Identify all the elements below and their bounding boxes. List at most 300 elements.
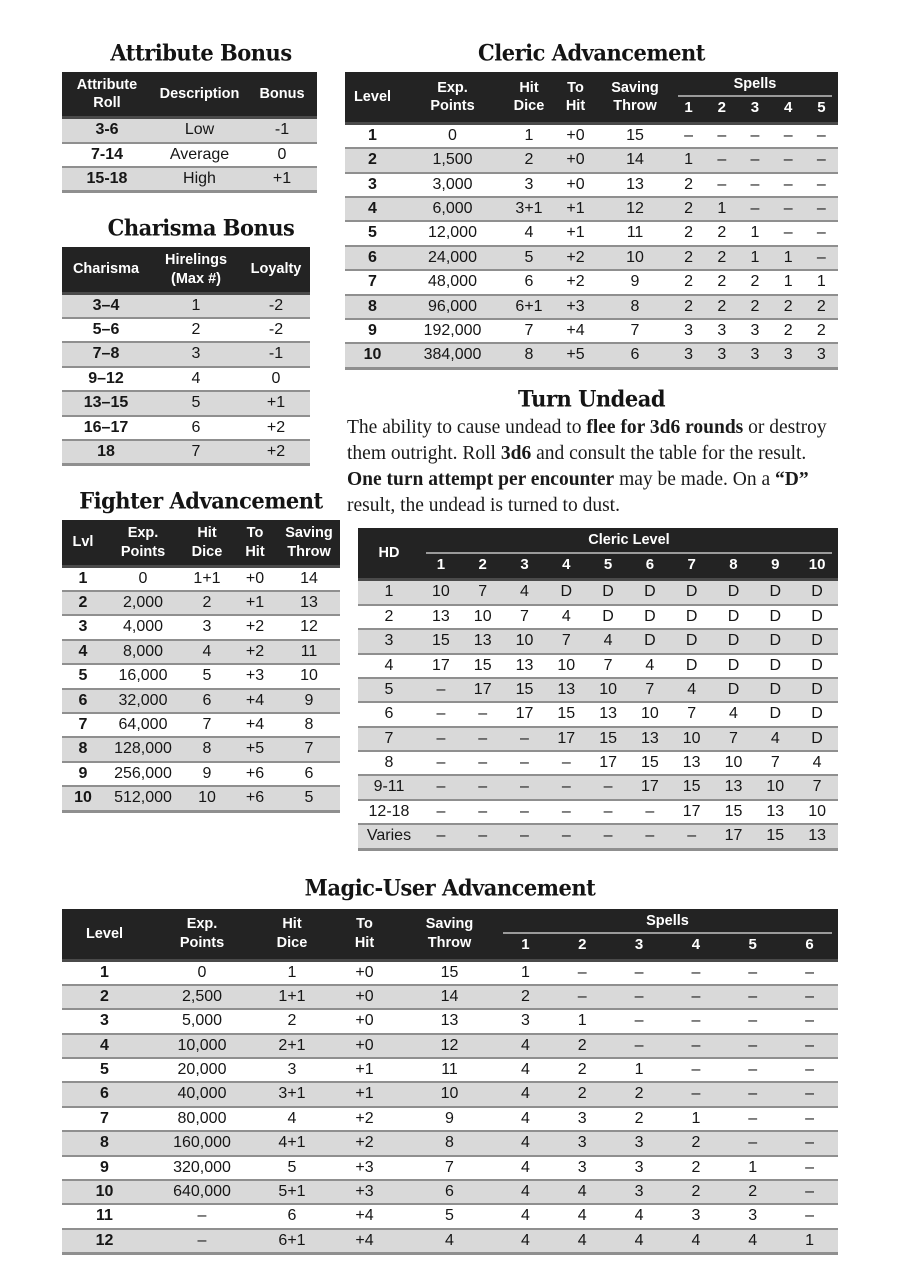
- table-cell: +1: [245, 594, 265, 612]
- table-cell: 2: [750, 297, 760, 315]
- table-cell: +0: [355, 987, 374, 1005]
- table-cell: 4: [729, 705, 738, 723]
- text-segment: “D”: [775, 468, 809, 490]
- table-cell: 4: [524, 224, 534, 242]
- table-cell: 3: [577, 1109, 587, 1127]
- table-cell: 5+1: [278, 1183, 306, 1201]
- header-cell: Charisma: [62, 247, 150, 293]
- table-cell: 4: [520, 1036, 530, 1054]
- table-cell: 15-18: [86, 170, 128, 188]
- table-cell: 4: [748, 1231, 758, 1249]
- table-cell: 0: [197, 963, 207, 981]
- header-subcell: 8: [713, 554, 755, 580]
- table-cell: 13: [766, 802, 785, 820]
- header-cell: To Hit: [232, 520, 278, 566]
- table-cell: 8: [445, 1134, 454, 1152]
- table-cell: 17: [432, 656, 450, 674]
- table-cell: 4: [577, 1231, 587, 1249]
- fighter-advancement-table: [62, 520, 340, 812]
- table-cell: 4: [645, 656, 655, 674]
- header-group-label: Spells: [678, 75, 832, 97]
- table-cell: 384,000: [423, 346, 482, 364]
- table-cell: 13: [300, 594, 318, 612]
- table-cell: 7: [100, 1109, 109, 1127]
- table-cell: 7: [191, 443, 201, 461]
- table-cell: 13: [440, 1012, 459, 1030]
- table-cell: 4: [520, 583, 529, 601]
- table-cell: 11: [626, 224, 644, 242]
- table-cell: -1: [274, 121, 290, 139]
- table-row: [62, 342, 310, 366]
- table-cell: +2: [245, 642, 265, 660]
- table-row: [62, 367, 310, 391]
- table-cell: 15: [682, 778, 701, 796]
- table-cell: –: [748, 1012, 758, 1030]
- table-cell: 3: [750, 322, 760, 339]
- table-cell: 2: [783, 297, 793, 315]
- header-cell: HD: [358, 528, 420, 579]
- table-cell: –: [750, 151, 760, 169]
- table-row: [62, 591, 340, 615]
- table-cell: 2: [577, 1036, 587, 1054]
- header-cell: Saving Throw: [402, 909, 497, 960]
- table-cell: D: [685, 656, 698, 674]
- table-cell: 7–8: [92, 345, 120, 363]
- table-cell: 13: [432, 607, 450, 625]
- table-cell: 1: [684, 151, 694, 169]
- table-cell: 13: [724, 778, 743, 796]
- header-cell: Hirelings (Max #): [150, 247, 242, 293]
- header-subcell: 7: [671, 554, 713, 580]
- table-cell: 320,000: [173, 1158, 231, 1176]
- table-cell: +4: [355, 1231, 374, 1249]
- table-cell: D: [811, 705, 823, 723]
- table-cell: +2: [245, 618, 265, 636]
- table-cell: D: [811, 632, 823, 650]
- table-cell: 2: [78, 594, 88, 612]
- table-cell: 2: [191, 321, 201, 339]
- table-cell: +0: [355, 963, 374, 981]
- header-cell: Bonus: [247, 72, 317, 118]
- table-row: [62, 762, 340, 786]
- table-cell: D: [769, 632, 782, 650]
- table-cell: –: [634, 1012, 644, 1030]
- table-cell: 0: [448, 126, 457, 144]
- table-cell: 15: [432, 632, 450, 650]
- table-cell: 1: [717, 200, 727, 218]
- table-cell: D: [560, 583, 573, 601]
- table-cell: –: [561, 754, 571, 772]
- table-cell: 2: [684, 200, 694, 218]
- table-cell: D: [727, 607, 740, 625]
- table-cell: 11: [96, 1207, 113, 1225]
- table-cell: 11: [300, 642, 318, 660]
- table-row: [62, 640, 340, 664]
- table-cell: D: [769, 680, 782, 698]
- table-cell: 4: [384, 656, 394, 674]
- table-cell: 4: [520, 1109, 530, 1127]
- header-subcell: 9: [754, 554, 796, 580]
- table-cell: –: [783, 224, 793, 242]
- table-row: [345, 123, 838, 148]
- table-row: [358, 775, 838, 799]
- table-cell: +0: [355, 1036, 374, 1054]
- table-cell: +5: [245, 740, 265, 758]
- table-cell: 3: [717, 322, 727, 339]
- table-cell: +2: [355, 1109, 374, 1127]
- header-subcell: 2: [462, 554, 504, 580]
- header-cell: Loyalty: [242, 247, 310, 293]
- table-cell: 7: [603, 656, 613, 674]
- table-cell: 3: [634, 1158, 644, 1176]
- table-cell: 5: [445, 1207, 454, 1225]
- magic-user-section: [62, 875, 838, 1256]
- table-cell: 13: [557, 680, 576, 698]
- table-cell: 14: [440, 987, 459, 1005]
- left-column: [62, 40, 340, 851]
- table-cell: 13: [599, 705, 617, 723]
- table-cell: 8: [202, 740, 212, 758]
- table-cell: 4: [445, 1231, 454, 1249]
- table-cell: –: [816, 151, 826, 169]
- header-group-cell: [420, 528, 838, 553]
- table-cell: –: [520, 729, 529, 747]
- table-cell: –: [436, 705, 446, 723]
- table-cell: 2: [684, 224, 694, 242]
- header-cell: Exp. Points: [147, 909, 257, 960]
- table-cell: +1: [266, 394, 286, 412]
- table-cell: 3: [202, 618, 212, 636]
- table-cell: –: [717, 151, 727, 169]
- table-cell: 7: [520, 607, 529, 625]
- header-cell: Hit Dice: [182, 520, 232, 566]
- header-subcell: 6: [781, 934, 838, 960]
- table-cell: 6: [304, 764, 314, 782]
- table-cell: 4: [577, 1183, 587, 1201]
- table-cell: 1: [287, 963, 297, 981]
- table-cell: 10: [198, 789, 216, 807]
- table-cell: 9-11: [373, 778, 405, 796]
- table-cell: –: [197, 1231, 207, 1249]
- table-cell: D: [727, 656, 740, 674]
- table-cell: 2: [816, 322, 826, 339]
- header-cell: Level: [62, 909, 147, 960]
- table-cell: 96,000: [428, 297, 477, 315]
- table-cell: 9: [630, 273, 640, 291]
- table-cell: –: [805, 987, 815, 1005]
- table-cell: 1: [750, 248, 760, 266]
- table-cell: –: [750, 200, 760, 218]
- table-cell: 7: [78, 716, 88, 733]
- table-cell: +5: [566, 346, 585, 364]
- header-cell: Exp. Points: [104, 520, 182, 566]
- header-cell: Lvl: [62, 520, 104, 566]
- table-row: [62, 1131, 838, 1155]
- table-cell: 10: [682, 729, 701, 747]
- table-cell: –: [816, 224, 826, 242]
- table-cell: 6: [524, 273, 534, 291]
- table-cell: +2: [566, 248, 585, 266]
- header-group-label: Spells: [503, 912, 832, 934]
- table-cell: D: [811, 583, 823, 601]
- table-cell: 17: [515, 705, 534, 723]
- header-cell: To Hit: [553, 72, 598, 123]
- table-cell: 7: [478, 583, 488, 601]
- table-cell: 6: [630, 346, 640, 364]
- table-cell: 1: [750, 224, 760, 242]
- table-cell: 15: [440, 963, 459, 981]
- table-cell: –: [645, 827, 655, 845]
- table-cell: 10: [473, 607, 492, 625]
- table-cell: 8: [524, 346, 534, 364]
- table-cell: +0: [566, 151, 585, 169]
- table-row: [358, 654, 838, 678]
- table-cell: 512,000: [114, 789, 172, 807]
- table-row: [345, 295, 838, 319]
- header-subcell: 4: [545, 554, 587, 580]
- table-cell: 5: [202, 667, 212, 685]
- table-row: [345, 343, 838, 368]
- table-cell: 2: [691, 1158, 701, 1176]
- table-cell: +0: [566, 126, 585, 144]
- table-cell: 5: [287, 1158, 297, 1176]
- table-cell: +0: [245, 569, 265, 587]
- table-cell: 12,000: [428, 224, 477, 242]
- table-cell: 7: [729, 729, 738, 747]
- table-cell: 15: [599, 729, 617, 747]
- table-cell: –: [691, 1061, 701, 1079]
- table-cell: 17: [557, 729, 576, 747]
- table-cell: 4,000: [122, 618, 164, 636]
- table-cell: –: [691, 1036, 701, 1054]
- header-subcell: 3: [738, 97, 771, 123]
- table-cell: –: [634, 1036, 644, 1054]
- table-row: [62, 1204, 838, 1228]
- table-cell: –: [750, 175, 760, 193]
- table-cell: 1: [783, 273, 793, 291]
- table-cell: 7: [384, 729, 394, 747]
- table-cell: 1: [577, 1012, 587, 1030]
- table-cell: –: [478, 778, 488, 796]
- table-row: [62, 1009, 838, 1033]
- table-cell: 4+1: [278, 1134, 306, 1152]
- turn-undead-table: [358, 528, 838, 850]
- table-cell: 2: [577, 1061, 587, 1079]
- table-cell: 10: [599, 680, 617, 698]
- table-cell: 80,000: [177, 1109, 227, 1127]
- table-row: [345, 173, 838, 197]
- table-cell: +3: [245, 667, 265, 685]
- header-subcell: 1: [420, 554, 462, 580]
- header-subcell: 5: [587, 554, 629, 580]
- table-cell: D: [685, 607, 698, 625]
- table-cell: –: [197, 1207, 207, 1225]
- table-cell: 4: [100, 1036, 109, 1054]
- table-cell: 15: [515, 680, 534, 698]
- table-cell: 7: [524, 322, 534, 339]
- table-cell: 9: [100, 1158, 109, 1176]
- table-cell: 4: [812, 754, 822, 772]
- table-cell: –: [816, 175, 826, 193]
- table-row: [62, 1058, 838, 1082]
- header-subcell: 3: [504, 554, 546, 580]
- magic-user-advancement-table: [62, 909, 838, 1256]
- table-cell: +2: [266, 418, 286, 436]
- table-row: [62, 391, 310, 415]
- table-cell: –: [816, 200, 826, 218]
- table-cell: –: [783, 175, 793, 193]
- table-cell: 6: [202, 691, 212, 709]
- table-cell: –: [783, 151, 793, 169]
- table-cell: 10: [626, 248, 644, 266]
- table-cell: +1: [355, 1061, 374, 1079]
- table-cell: 6: [445, 1183, 454, 1201]
- table-row: [62, 786, 340, 811]
- table-cell: –: [520, 802, 529, 820]
- table-cell: 3: [520, 1012, 530, 1030]
- table-cell: 7: [202, 716, 212, 733]
- table-row: [345, 197, 838, 221]
- table-cell: –: [520, 754, 529, 772]
- table-cell: 1: [368, 126, 377, 144]
- table-cell: 3–4: [92, 296, 120, 314]
- table-cell: 10: [440, 1085, 459, 1103]
- table-cell: –: [478, 754, 488, 772]
- table-row: [62, 960, 838, 985]
- table-cell: 10: [724, 754, 743, 772]
- table-cell: –: [577, 963, 587, 981]
- table-cell: 13: [515, 656, 534, 674]
- table-cell: 13–15: [83, 394, 129, 412]
- table-cell: 256,000: [114, 764, 172, 782]
- table-cell: 7: [687, 705, 697, 723]
- table-cell: 160,000: [173, 1134, 231, 1152]
- table-cell: 13: [626, 175, 644, 193]
- table-cell: 12-18: [368, 802, 410, 820]
- text-segment: or destroy them outright. Roll: [347, 416, 827, 464]
- table-cell: 12: [440, 1036, 459, 1054]
- table-cell: 5,000: [181, 1012, 223, 1030]
- table-cell: +4: [245, 716, 265, 733]
- table-cell: 10: [515, 632, 534, 650]
- table-cell: 17: [599, 754, 617, 772]
- table-cell: 13: [640, 729, 659, 747]
- cleric-advancement-title: Cleric Advancement: [478, 39, 705, 66]
- table-cell: –: [805, 1134, 815, 1152]
- table-cell: +0: [355, 1012, 374, 1030]
- table-cell: 64,000: [118, 716, 168, 733]
- table-row: [358, 605, 838, 629]
- table-cell: 3: [717, 346, 727, 364]
- table-cell: +6: [245, 789, 265, 807]
- table-cell: 17: [473, 680, 492, 698]
- table-cell: 2: [750, 273, 760, 291]
- charisma-bonus-table: [62, 247, 310, 466]
- table-cell: 3: [748, 1207, 758, 1225]
- table-cell: 7: [812, 778, 822, 796]
- table-row: [62, 167, 317, 192]
- table-cell: 4: [770, 729, 780, 747]
- table-cell: 1: [520, 963, 530, 981]
- table-cell: 10: [300, 667, 318, 685]
- header-cell: Description: [152, 72, 247, 118]
- table-cell: D: [811, 656, 823, 674]
- table-cell: 7: [630, 322, 640, 339]
- table-row: [62, 293, 310, 318]
- table-cell: 4: [520, 1183, 530, 1201]
- table-cell: 3: [691, 1207, 701, 1225]
- right-column: [345, 40, 838, 851]
- table-cell: –: [748, 1085, 758, 1103]
- table-cell: 2: [717, 297, 727, 315]
- table-row: [345, 246, 838, 270]
- table-cell: –: [436, 827, 446, 845]
- table-row: [62, 118, 317, 143]
- table-cell: –: [805, 1158, 815, 1176]
- magic-user-advancement-title: Magic-User Advancement: [304, 874, 596, 901]
- header-group-cell: [497, 909, 838, 934]
- table-cell: 4: [577, 1207, 587, 1225]
- table-cell: 8: [630, 297, 640, 315]
- table-cell: -1: [268, 345, 284, 363]
- table-cell: 3: [634, 1134, 644, 1152]
- table-cell: 2: [684, 248, 694, 266]
- table-cell: 1: [783, 248, 793, 266]
- text-segment: One turn attempt per encounter: [347, 468, 615, 490]
- table-cell: 12: [626, 200, 644, 218]
- table-cell: –: [748, 1061, 758, 1079]
- table-cell: 6: [191, 418, 201, 436]
- table-row: [62, 143, 317, 167]
- table-cell: 6: [78, 691, 88, 709]
- table-cell: 6: [100, 1085, 109, 1103]
- table-cell: 3+1: [515, 200, 543, 218]
- table-cell: 2,500: [181, 987, 223, 1005]
- table-cell: –: [691, 1012, 701, 1030]
- table-cell: 1: [748, 1158, 758, 1176]
- table-cell: 3: [783, 346, 793, 364]
- table-row: [62, 318, 310, 342]
- table-cell: 2: [717, 273, 727, 291]
- table-cell: –: [717, 126, 727, 144]
- table-cell: 6,000: [432, 200, 473, 218]
- table-cell: –: [805, 1085, 815, 1103]
- table-cell: Varies: [366, 827, 412, 845]
- table-row: [62, 713, 340, 737]
- table-cell: 128,000: [114, 740, 172, 758]
- table-cell: 2: [634, 1109, 644, 1127]
- table-cell: D: [644, 583, 656, 601]
- table-cell: 8: [384, 754, 394, 772]
- table-cell: 2: [287, 1012, 297, 1030]
- table-cell: –: [748, 963, 758, 981]
- table-cell: 18: [97, 443, 115, 461]
- charisma-bonus-title: Charisma Bonus: [107, 214, 295, 242]
- table-cell: –: [717, 175, 727, 193]
- table-cell: 9–12: [88, 369, 124, 387]
- table-row: [345, 319, 838, 343]
- table-cell: +2: [566, 273, 585, 291]
- table-cell: D: [727, 632, 740, 650]
- table-cell: 7: [770, 754, 780, 772]
- table-cell: D: [811, 680, 823, 698]
- table-cell: 640,000: [173, 1183, 231, 1201]
- table-cell: 10: [432, 583, 450, 601]
- table-cell: –: [520, 778, 529, 796]
- table-cell: –: [805, 1012, 815, 1030]
- table-cell: D: [602, 607, 614, 625]
- table-cell: 40,000: [177, 1085, 227, 1103]
